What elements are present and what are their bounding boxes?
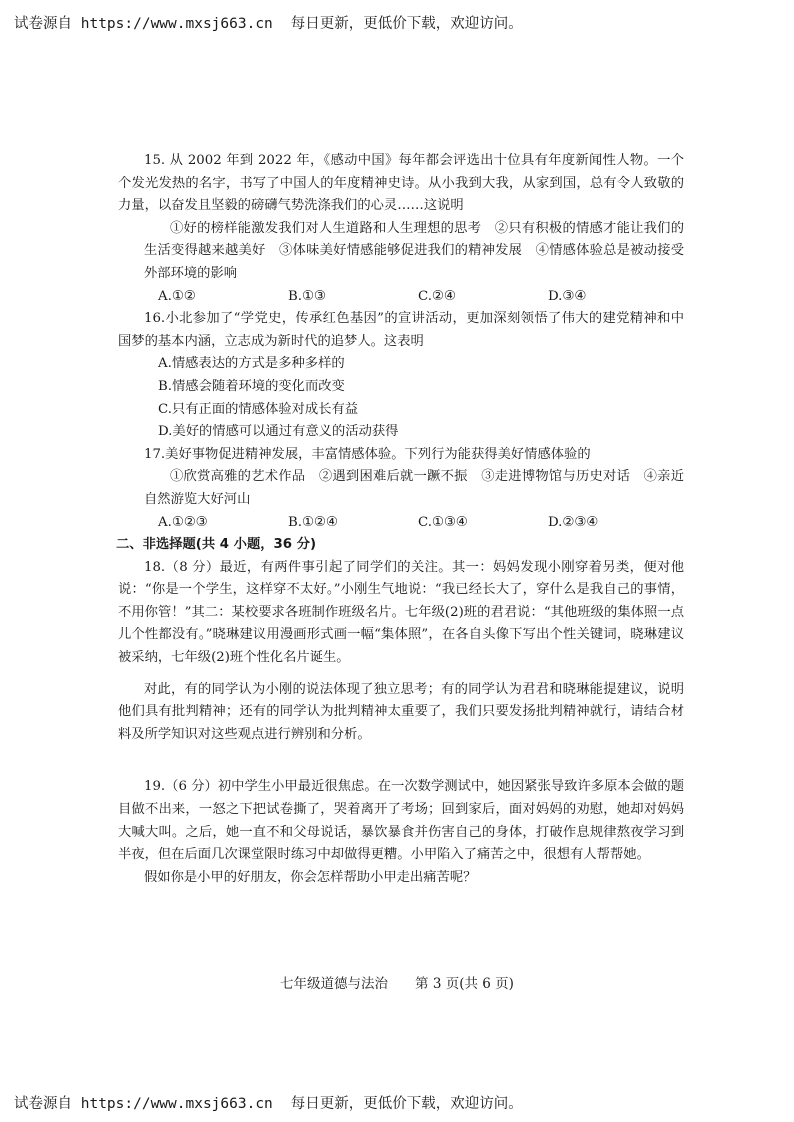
q17-choice-a: A.①②③ — [158, 514, 208, 530]
q17-choice-c: C.①③④ — [418, 514, 468, 530]
question-17 — [118, 444, 684, 534]
q15-choice-b: B.①③ — [288, 288, 326, 304]
q16-option-d: D.美好的情感可以通过有意义的活动获得 — [158, 424, 399, 440]
bottom-banner — [14, 1092, 523, 1113]
q15-choices — [118, 286, 684, 309]
q19-material: 19.（6 分）初中学生小甲最近很焦虑。在一次数学测试中，她因紧张导致许多原本会做的题目做不出来，一怒之下把试卷撕了，哭着离开了考场；回到家后，面对妈妈的劝慰，她却对妈妈大喊大叫。之后，她一直不和父母说话，暴饮暴食并伤害自己的身体，打破作息规律熬夜学习到半夜，但在后面几次课堂限时练习中却做得更糟。小甲陷入了痛苦之中，很想有人帮帮她。 — [118, 779, 684, 863]
q18-question: 对此，有的同学认为小刚的说法体现了独立思考；有的同学认为君君和晓琳能提建议，说明他们具有批判精神；还有的同学认为批判精神太重要了，我们只要发扬批判精神就行，请结合材料及所学知识对这些观点进行辨别和分析。 — [118, 681, 684, 742]
q15-stem: 15. 从 2002 年到 2022 年，《感动中国》每年都会评选出十位具有年度新闻性人物。一个个发光发热的名字，书写了中国人的年度精神史诗。从小我到大我，从家到国，总有令人致敬的力量，以奋发且坚毅的磅礴气势洗涤我们的心灵……这说明 — [118, 153, 684, 214]
q15-choice-c: C.②④ — [418, 288, 456, 304]
page-footer: 七年级道德与法治 第 3 页(共 6 页) — [280, 976, 514, 992]
question-15 — [118, 150, 684, 308]
q16-stem: 16.小北参加了“学党史，传承红色基因”的宣讲活动，更加深刻领悟了伟大的建党精神和中国梦的基本内涵，立志成为新时代的追梦人。这表明 — [118, 311, 684, 349]
question-16 — [118, 308, 684, 444]
banner-slogan-bottom: 每日更新，更低价下载，欢迎访问。 — [290, 1096, 523, 1112]
banner-source-bottom: 试卷源自 https://www.mxsj663.cn — [14, 1096, 273, 1112]
page-content — [118, 150, 684, 889]
q17-choice-b: B.①②④ — [288, 514, 338, 530]
section-title: 二、非选择题(共 4 小题，36 分) — [116, 537, 317, 553]
q16-option-a: A.情感表达的方式是多种多样的 — [158, 356, 345, 372]
banner-source: 试卷源自 https://www.mxsj663.cn — [14, 16, 273, 32]
q15-choice-d: D.③④ — [548, 288, 587, 304]
q16-option-b: B.情感会随着环境的变化而改变 — [158, 378, 345, 394]
q18-material: 18.（8 分）最近，有两件事引起了同学们的关注。其一：妈妈发现小刚穿着另类，便对他说：“你是一个学生，这样穿不太好。”小刚生气地说：“我已经长大了，穿什么是我自己的事情，不用你管！”其二：某校要求各班制作班级名片。七年级(2)班的君君说：“其他班级的集体照一点儿个性都没有。”晓琳建议用漫画形式画一幅“集体照”，在各自头像下写出个性关键词，晓琳建议被采纳，七年级(2)班个性化名片诞生。 — [118, 559, 684, 666]
top-banner — [14, 12, 523, 33]
question-18 — [118, 557, 684, 747]
q17-stem: 17.美好事物促进精神发展，丰富情感体验。下列行为能获得美好情感体验的 — [144, 446, 591, 462]
q17-choices — [118, 512, 684, 535]
q15-choice-a: A.①② — [158, 288, 196, 304]
q16-option-c: C.只有正面的情感体验对成长有益 — [158, 401, 359, 417]
q15-statements: ①好的榜样能激发我们对人生道路和人生理想的思考 ②只有积极的情感才能让我们的生活变得越来越美好 ③体味美好情感能够促进我们的精神发展 ④情感体验总是被动接受外部环境的影响 — [144, 220, 684, 281]
q17-statements: ①欣赏高雅的艺术作品 ②遇到困难后就一蹶不振 ③走进博物馆与历史对话 ④亲近自然游览大好河山 — [144, 469, 684, 507]
banner-slogan: 每日更新，更低价下载，欢迎访问。 — [290, 16, 523, 32]
q17-choice-d: D.②③④ — [548, 514, 599, 530]
question-19 — [118, 776, 684, 889]
q19-question: 假如你是小甲的好朋友，你会怎样帮助小甲走出痛苦呢？ — [144, 869, 477, 885]
